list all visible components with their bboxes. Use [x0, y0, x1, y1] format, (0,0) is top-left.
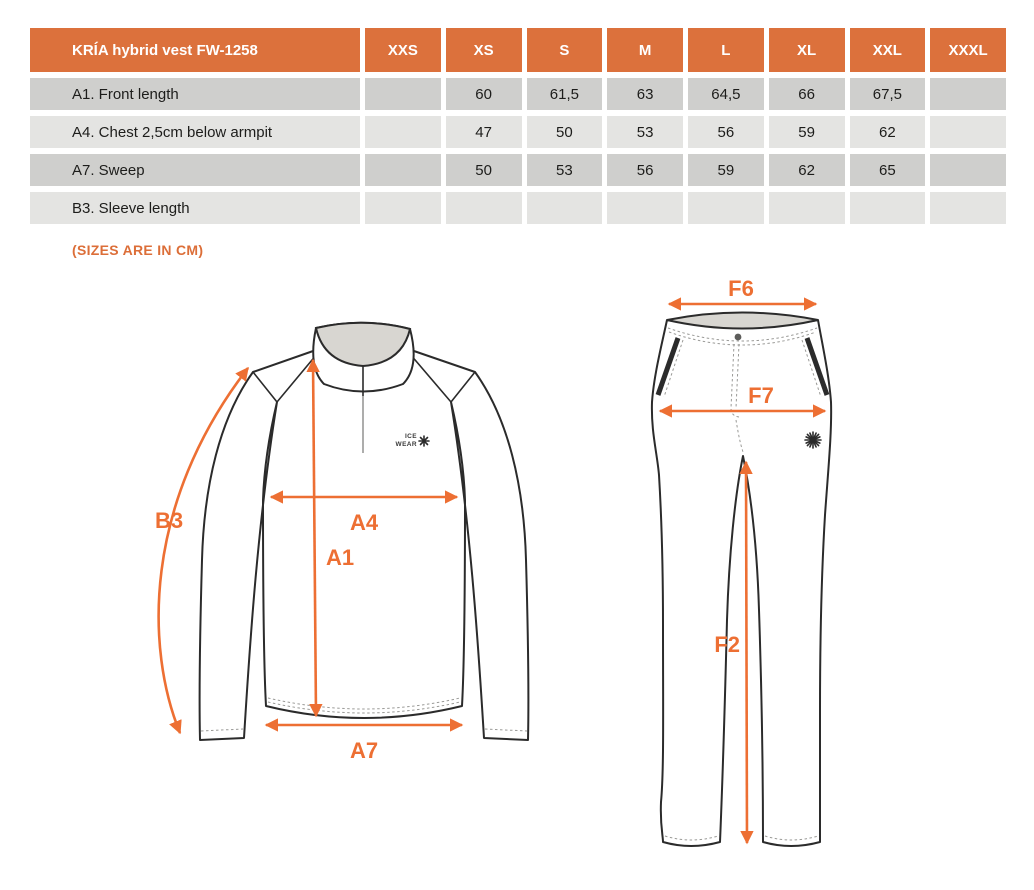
f6-label: F6 [728, 280, 754, 301]
size-value-cell: 62 [850, 116, 926, 148]
size-value-cell: 61,5 [527, 78, 603, 110]
row-label: A7. Sweep [30, 154, 360, 186]
size-header: XXL [850, 28, 926, 72]
size-header: S [527, 28, 603, 72]
size-value-cell [527, 192, 603, 224]
waist-button [735, 334, 742, 341]
snowflake-icon [805, 432, 821, 448]
f2-label: F2 [714, 632, 740, 657]
size-value-cell [607, 192, 683, 224]
f7-label: F7 [748, 383, 774, 408]
size-value-cell [688, 192, 764, 224]
size-header: M [607, 28, 683, 72]
size-header: XS [446, 28, 522, 72]
size-header: XXXL [930, 28, 1006, 72]
size-chart-table [30, 28, 1006, 224]
row-label: A1. Front length [30, 78, 360, 110]
size-value-cell [930, 78, 1006, 110]
row-label: B3. Sleeve length [30, 192, 360, 224]
size-header: L [688, 28, 764, 72]
size-value-cell: 53 [607, 116, 683, 148]
size-value-cell: 50 [446, 154, 522, 186]
a1-label: A1 [326, 545, 355, 570]
size-header: XL [769, 28, 845, 72]
f2-measure-arrow [746, 462, 747, 843]
size-value-cell [365, 192, 441, 224]
size-value-cell: 47 [446, 116, 522, 148]
size-value-cell [930, 192, 1006, 224]
a4-label: A4 [349, 510, 379, 535]
snowflake-icon [419, 436, 429, 446]
size-value-cell [365, 78, 441, 110]
a7-label: A7 [349, 738, 379, 763]
size-value-cell [930, 154, 1006, 186]
svg-text:ICE: ICE [404, 433, 417, 440]
size-value-cell: 56 [607, 154, 683, 186]
b3-label: B3 [154, 508, 184, 533]
size-value-cell [769, 192, 845, 224]
size-value-cell [850, 192, 926, 224]
size-value-cell: 59 [769, 116, 845, 148]
size-value-cell: 63 [607, 78, 683, 110]
units-note: (SIZES ARE IN CM) [72, 242, 204, 258]
size-value-cell: 59 [688, 154, 764, 186]
size-value-cell: 67,5 [850, 78, 926, 110]
svg-text:WEAR: WEAR [395, 441, 417, 448]
size-value-cell [446, 192, 522, 224]
shirt-outline [200, 350, 529, 740]
size-value-cell: 66 [769, 78, 845, 110]
size-value-cell: 50 [527, 116, 603, 148]
size-value-cell: 65 [850, 154, 926, 186]
product-title: KRÍA hybrid vest FW-1258 [30, 28, 360, 72]
size-value-cell: 64,5 [688, 78, 764, 110]
size-value-cell: 60 [446, 78, 522, 110]
size-value-cell: 56 [688, 116, 764, 148]
size-value-cell [365, 154, 441, 186]
shirt-diagram [120, 300, 570, 770]
size-value-cell [930, 116, 1006, 148]
row-label: A4. Chest 2,5cm below armpit [30, 116, 360, 148]
size-header: XXS [365, 28, 441, 72]
size-value-cell [365, 116, 441, 148]
pants-diagram [630, 280, 870, 870]
pants-outline [652, 320, 831, 846]
size-value-cell: 62 [769, 154, 845, 186]
size-value-cell: 53 [527, 154, 603, 186]
